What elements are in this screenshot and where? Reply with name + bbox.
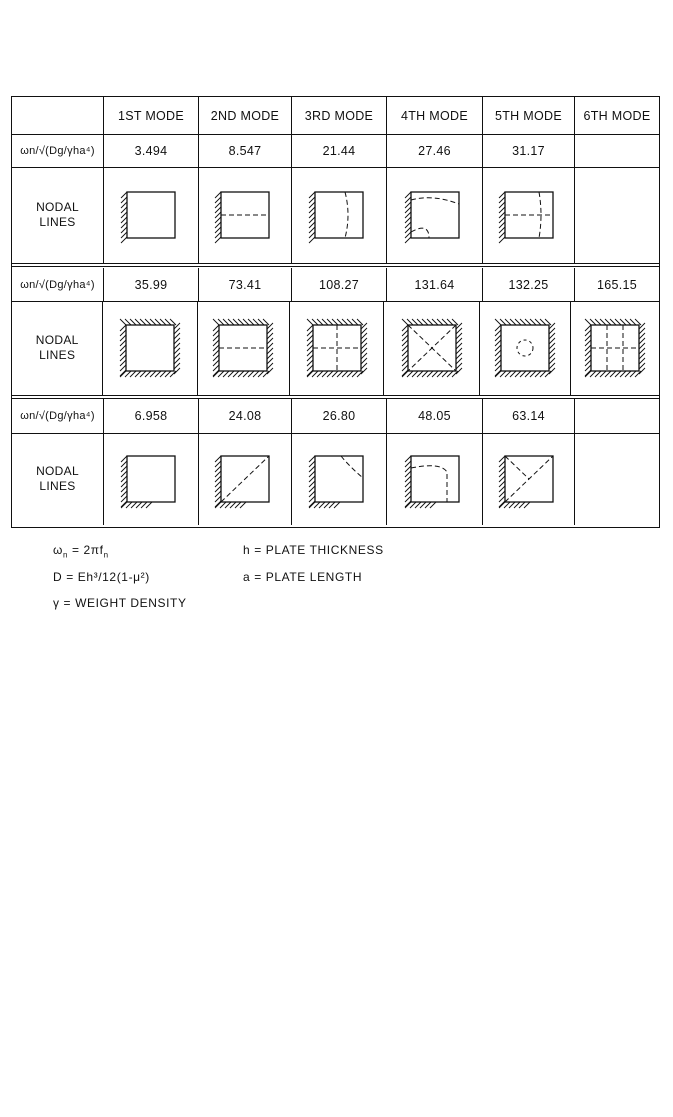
frequency-value: 165.15	[596, 277, 638, 292]
nodal-lines-cell	[575, 167, 659, 263]
plate-diagram-clamp-4	[388, 307, 476, 389]
nodal-lines-cell	[387, 167, 483, 263]
legend-h: h = PLATE THICKNESS	[243, 543, 384, 557]
nodal-lines-cell	[387, 433, 483, 525]
frequency-value: 24.08	[199, 399, 292, 433]
header-mode-4: 4TH MODE	[387, 97, 483, 134]
nodal-lines-cell	[384, 301, 479, 395]
frequency-row	[12, 268, 659, 301]
nodal-lines-row	[12, 167, 659, 263]
header-mode-2: 2ND MODE	[199, 97, 292, 134]
legend-omega: $\omega_n = 2\pi f_n$	[53, 543, 109, 560]
plate-diagram-clamp-5	[481, 307, 569, 389]
nodal-lines-cell	[292, 167, 387, 263]
plate-diagram-corner-2	[201, 438, 289, 520]
header-mode-3: 3RD MODE	[292, 97, 387, 134]
nodal-lines-label: NODAL LINES	[12, 167, 104, 263]
nodal-lines-cell	[104, 167, 199, 263]
frequency-value: 131.64	[387, 268, 483, 301]
frequency-param-label: ωn/√(Dg/γha⁴)	[12, 399, 104, 433]
frequency-row	[12, 134, 659, 167]
frequency-value: 48.05	[387, 399, 483, 433]
nodal-lines-label: NODAL LINES	[12, 433, 104, 525]
plate-diagram-clamp-2	[199, 307, 287, 389]
nodal-lines-row	[12, 433, 659, 525]
header-mode-5: 5TH MODE	[483, 97, 575, 134]
frequency-value: 21.44	[292, 134, 387, 167]
frequency-value: 26.80	[292, 399, 387, 433]
frequency-value	[575, 134, 659, 167]
header-corner	[12, 97, 104, 134]
nodal-lines-cell	[290, 301, 384, 395]
frequency-param-label: ωn/√(Dg/γha⁴)	[12, 134, 104, 167]
mode-table	[11, 96, 660, 528]
frequency-value: 63.14	[483, 399, 575, 433]
frequency-value: 73.41	[199, 268, 292, 301]
plate-diagram-clamp-1	[106, 307, 194, 389]
frequency-value: 108.27	[292, 268, 387, 301]
legend-a: a = PLATE LENGTH	[243, 570, 363, 584]
nodal-lines-row	[12, 301, 659, 395]
frequency-value: 27.46	[387, 134, 483, 167]
plate-diagram-corner-1	[107, 438, 195, 520]
plate-diagram-cant-1	[107, 174, 195, 256]
nodal-lines-cell	[198, 301, 290, 395]
plate-diagram-clamp-6	[571, 307, 659, 389]
header-mode-6: 6TH MODE	[583, 108, 651, 123]
plate-diagram-cant-2	[201, 174, 289, 256]
frequency-value: 35.99	[104, 268, 199, 301]
frequency-value: 31.17	[483, 134, 575, 167]
frequency-row	[12, 399, 659, 433]
nodal-lines-cell	[575, 433, 659, 525]
nodal-lines-cell	[483, 433, 575, 525]
nodal-lines-cell	[199, 433, 292, 525]
plate-diagram-cant-5	[485, 174, 573, 256]
frequency-value: 132.25	[483, 268, 575, 301]
nodal-lines-cell	[480, 301, 571, 395]
plate-diagram-cant-4	[391, 174, 479, 256]
nodal-lines-cell	[199, 167, 292, 263]
plate-diagram-clamp-3	[293, 307, 381, 389]
nodal-lines-cell	[483, 167, 575, 263]
frequency-param-label: ωn/√(Dg/γha⁴)	[12, 268, 104, 301]
plate-diagram-cant-3	[295, 174, 383, 256]
header-mode-1: 1ST MODE	[104, 97, 199, 134]
frequency-value	[575, 399, 659, 433]
plate-diagram-corner-4	[391, 438, 479, 520]
legend-D: D = Eh³/12(1-μ²)	[53, 570, 150, 584]
frequency-value: 6.958	[104, 399, 199, 433]
plate-diagram-corner-5	[485, 438, 573, 520]
nodal-lines-cell	[103, 301, 197, 395]
nodal-lines-cell	[104, 433, 199, 525]
nodal-lines-cell	[292, 433, 387, 525]
frequency-value: 8.547	[199, 134, 292, 167]
plate-diagram-corner-3	[295, 438, 383, 520]
header-row	[12, 97, 659, 134]
nodal-lines-label: NODAL LINES	[12, 301, 103, 395]
legend-gamma: γ = WEIGHT DENSITY	[53, 596, 187, 610]
group-separator	[12, 263, 659, 267]
nodal-lines-cell	[571, 301, 659, 395]
frequency-value: 3.494	[104, 134, 199, 167]
